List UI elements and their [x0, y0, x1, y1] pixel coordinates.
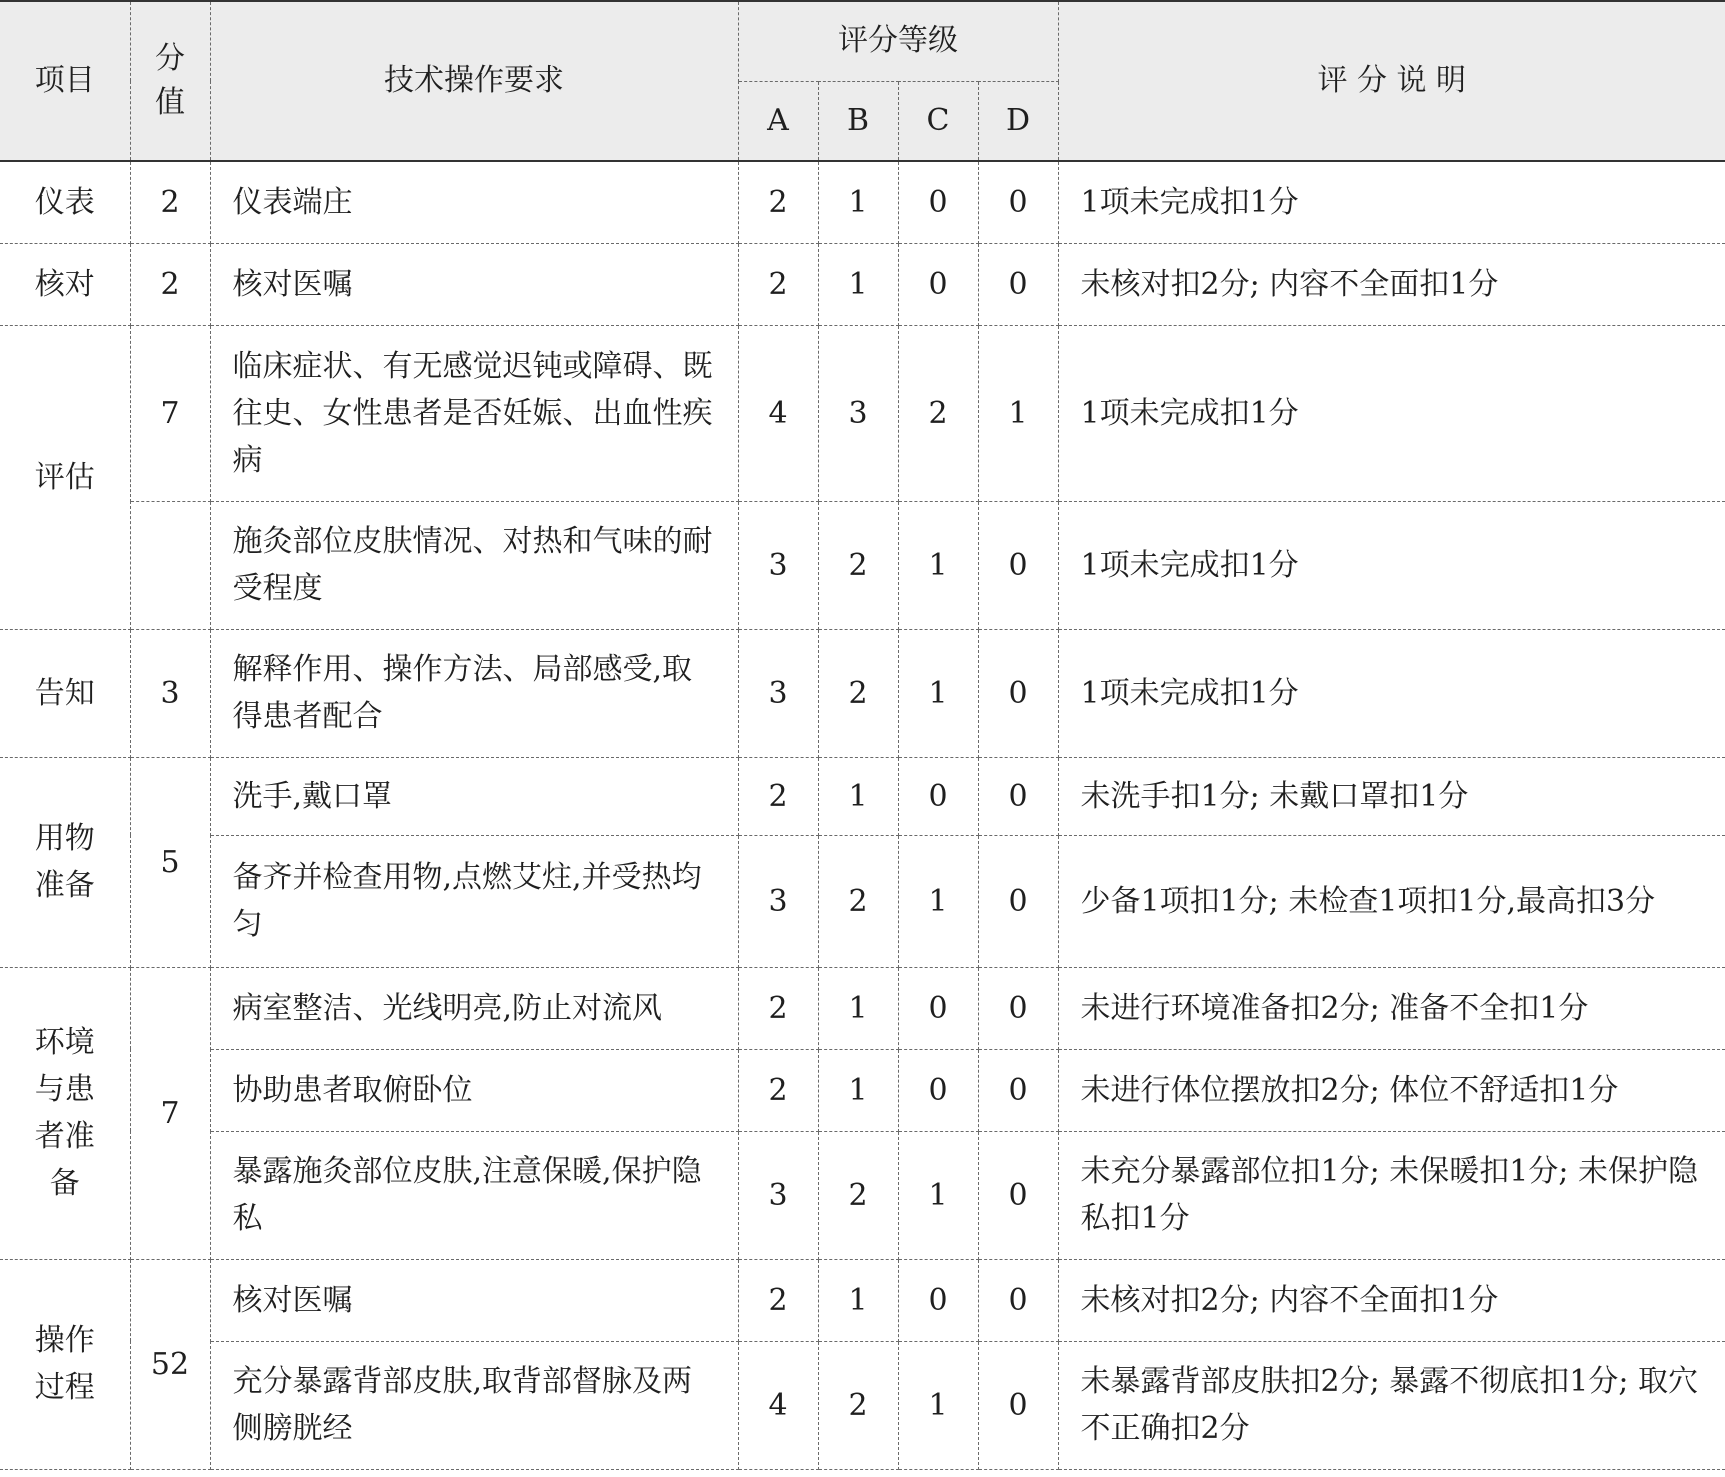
cell-score: 5	[130, 757, 210, 967]
table-row	[0, 243, 1725, 325]
header-score	[130, 1, 210, 161]
cell-grade-a: 3	[738, 629, 818, 757]
cell-score: 2	[130, 243, 210, 325]
cell-grade-a: 4	[738, 325, 818, 501]
cell-grade-b: 2	[818, 835, 898, 967]
cell-grade-c: 1	[898, 835, 978, 967]
cell-item: 核对	[0, 243, 130, 325]
cell-score: 52	[130, 1259, 210, 1469]
header-score-text: 分 值	[155, 41, 185, 120]
cell-requirement: 充分暴露背部皮肤,取背部督脉及两侧膀胱经	[210, 1341, 738, 1469]
cell-requirement: 核对医嘱	[210, 243, 738, 325]
cell-item: 操作 过程	[0, 1259, 130, 1469]
header-requirement: 技术操作要求	[210, 1, 738, 161]
cell-grade-b: 2	[818, 501, 898, 629]
cell-grade-b: 1	[818, 967, 898, 1049]
cell-requirement: 洗手,戴口罩	[210, 757, 738, 835]
cell-explanation: 1项未完成扣1分	[1058, 501, 1725, 629]
cell-grade-c: 1	[898, 1131, 978, 1259]
cell-grade-a: 2	[738, 1259, 818, 1341]
table-row	[0, 967, 1725, 1049]
header-grade-c: C	[898, 81, 978, 161]
table-row	[0, 161, 1725, 243]
cell-grade-c: 1	[898, 1341, 978, 1469]
table-row	[0, 1259, 1725, 1341]
header-grade: 评分等级	[738, 1, 1058, 81]
cell-grade-b: 2	[818, 1131, 898, 1259]
cell-grade-a: 2	[738, 243, 818, 325]
cell-grade-b: 2	[818, 629, 898, 757]
cell-requirement: 核对医嘱	[210, 1259, 738, 1341]
cell-grade-d: 0	[978, 967, 1058, 1049]
cell-grade-c: 0	[898, 757, 978, 835]
cell-grade-d: 0	[978, 501, 1058, 629]
cell-grade-a: 2	[738, 1049, 818, 1131]
table-row	[0, 325, 1725, 501]
cell-grade-d: 0	[978, 161, 1058, 243]
cell-grade-a: 2	[738, 161, 818, 243]
cell-grade-d: 0	[978, 835, 1058, 967]
cell-requirement: 暴露施灸部位皮肤,注意保暖,保护隐私	[210, 1131, 738, 1259]
cell-grade-b: 1	[818, 1049, 898, 1131]
cell-grade-b: 3	[818, 325, 898, 501]
header-grade-a: A	[738, 81, 818, 161]
cell-grade-b: 1	[818, 243, 898, 325]
cell-explanation: 未洗手扣1分; 未戴口罩扣1分	[1058, 757, 1725, 835]
cell-grade-d: 0	[978, 1259, 1058, 1341]
cell-grade-d: 0	[978, 1341, 1058, 1469]
cell-requirement: 临床症状、有无感觉迟钝或障碍、既往史、女性患者是否妊娠、出血性疾病	[210, 325, 738, 501]
cell-grade-d: 0	[978, 1049, 1058, 1131]
cell-explanation: 未暴露背部皮肤扣2分; 暴露不彻底扣1分; 取穴不正确扣2分	[1058, 1341, 1725, 1469]
cell-item: 环境 与患 者准 备	[0, 967, 130, 1259]
cell-grade-d: 0	[978, 1131, 1058, 1259]
cell-explanation: 1项未完成扣1分	[1058, 161, 1725, 243]
cell-grade-b: 1	[818, 757, 898, 835]
table-header	[0, 1, 1725, 161]
table-row	[0, 501, 1725, 629]
cell-grade-c: 0	[898, 967, 978, 1049]
cell-grade-a: 4	[738, 1341, 818, 1469]
cell-explanation: 1项未完成扣1分	[1058, 325, 1725, 501]
header-grade-d: D	[978, 81, 1058, 161]
cell-grade-c: 0	[898, 243, 978, 325]
cell-explanation: 未核对扣2分; 内容不全面扣1分	[1058, 243, 1725, 325]
cell-score: 7	[130, 325, 210, 501]
cell-explanation: 未充分暴露部位扣1分; 未保暖扣1分; 未保护隐私扣1分	[1058, 1131, 1725, 1259]
cell-grade-a: 2	[738, 967, 818, 1049]
cell-grade-b: 1	[818, 161, 898, 243]
cell-item: 评估	[0, 325, 130, 629]
cell-item: 告知	[0, 629, 130, 757]
cell-requirement: 病室整洁、光线明亮,防止对流风	[210, 967, 738, 1049]
cell-grade-b: 1	[818, 1259, 898, 1341]
cell-grade-c: 0	[898, 1049, 978, 1131]
cell-score: 7	[130, 967, 210, 1259]
header-explanation: 评 分 说 明	[1058, 1, 1725, 161]
header-item: 项目	[0, 1, 130, 161]
cell-requirement: 备齐并检查用物,点燃艾炷,并受热均匀	[210, 835, 738, 967]
cell-grade-a: 3	[738, 835, 818, 967]
cell-grade-a: 3	[738, 1131, 818, 1259]
cell-explanation: 未进行体位摆放扣2分; 体位不舒适扣1分	[1058, 1049, 1725, 1131]
header-grade-b: B	[818, 81, 898, 161]
table-row	[0, 757, 1725, 835]
cell-grade-d: 0	[978, 629, 1058, 757]
cell-grade-d: 1	[978, 325, 1058, 501]
cell-requirement: 解释作用、操作方法、局部感受,取得患者配合	[210, 629, 738, 757]
cell-requirement: 仪表端庄	[210, 161, 738, 243]
cell-grade-d: 0	[978, 757, 1058, 835]
cell-grade-c: 0	[898, 161, 978, 243]
cell-item: 仪表	[0, 161, 130, 243]
cell-grade-c: 2	[898, 325, 978, 501]
cell-score: 3	[130, 629, 210, 757]
cell-grade-c: 0	[898, 1259, 978, 1341]
cell-requirement: 协助患者取俯卧位	[210, 1049, 738, 1131]
table-body	[0, 161, 1725, 1469]
cell-grade-b: 2	[818, 1341, 898, 1469]
cell-score: 2	[130, 161, 210, 243]
cell-explanation: 少备1项扣1分; 未检查1项扣1分,最高扣3分	[1058, 835, 1725, 967]
table-row	[0, 1341, 1725, 1469]
cell-explanation: 未进行环境准备扣2分; 准备不全扣1分	[1058, 967, 1725, 1049]
cell-grade-a: 2	[738, 757, 818, 835]
cell-item: 用物 准备	[0, 757, 130, 967]
cell-requirement: 施灸部位皮肤情况、对热和气味的耐受程度	[210, 501, 738, 629]
cell-grade-d: 0	[978, 243, 1058, 325]
cell-score-empty	[130, 501, 210, 629]
cell-grade-c: 1	[898, 629, 978, 757]
table-row	[0, 1049, 1725, 1131]
table-row	[0, 1131, 1725, 1259]
cell-grade-c: 1	[898, 501, 978, 629]
cell-explanation: 未核对扣2分; 内容不全面扣1分	[1058, 1259, 1725, 1341]
cell-grade-a: 3	[738, 501, 818, 629]
table-row	[0, 835, 1725, 967]
table-row	[0, 629, 1725, 757]
cell-explanation: 1项未完成扣1分	[1058, 629, 1725, 757]
